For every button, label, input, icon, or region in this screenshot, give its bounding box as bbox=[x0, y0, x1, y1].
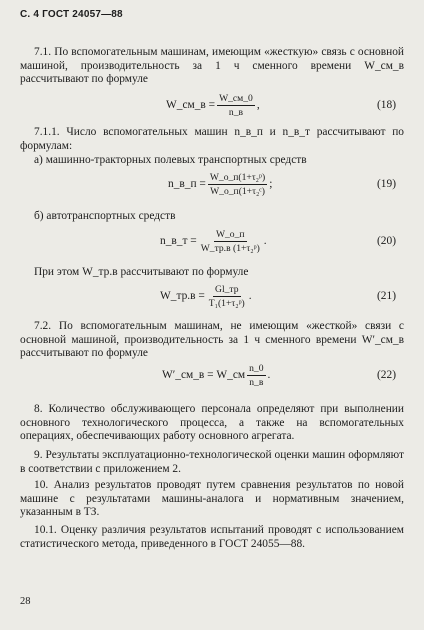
paragraph-pri-etom: При этом W_тр.в рассчитывают по формуле bbox=[34, 266, 249, 278]
formula-19-lhs: n_в_п = bbox=[168, 178, 206, 190]
formula-20-numerator: W_о_п bbox=[215, 228, 245, 240]
formula-21-numerator: Gl_тр bbox=[215, 283, 239, 295]
paragraph-7-1: 7.1. По вспомогательным машинам, имеющим «жесткую» связь с основной машиной, производительность за 1 ч сменного времени W_см_в рассчитывают по формуле bbox=[20, 46, 404, 86]
formula-20-lhs: n_в_т = bbox=[160, 235, 197, 247]
formula-18-tail: , bbox=[256, 99, 260, 111]
formula-22-fraction bbox=[247, 363, 265, 388]
formula-19-number: (19) bbox=[377, 178, 396, 190]
formula-20 bbox=[20, 228, 404, 254]
formula-20-fraction bbox=[199, 229, 262, 254]
formula-18-number: (18) bbox=[377, 99, 396, 111]
paragraph-b: б) автотранспортных средств bbox=[34, 210, 176, 222]
paragraph-7-1-1: 7.1.1. Число вспомогательных машин n_в_п и n_в_т рассчитывают по формулам: bbox=[20, 126, 404, 152]
paragraph-8: 8. Количество обслуживающего персонала определяют при выполнении основного технологического процесса, а также на вспомогательных операциях, обеспечивающих работу основного агрегата. bbox=[20, 403, 404, 443]
formula-19 bbox=[20, 171, 404, 197]
paragraph-10-1: 10.1. Оценку различия результатов испытаний проводят с использованием статистического метода, приведенного в ГОСТ 24055—88. bbox=[20, 524, 404, 550]
page-header: С. 4 ГОСТ 24057—88 bbox=[20, 9, 123, 20]
formula-20-denominator: W_тр.в (1+τ₂ᵖ) bbox=[200, 242, 260, 254]
formula-22-numerator: n_0 bbox=[249, 362, 264, 374]
formula-19-tail: ; bbox=[269, 178, 273, 190]
formula-19-fraction bbox=[208, 172, 267, 197]
formula-21-lhs: W_тр.в = bbox=[160, 290, 205, 302]
paragraph-a: а) машинно-тракторных полевых транспортных средств bbox=[34, 154, 307, 166]
formula-21 bbox=[20, 283, 404, 309]
formula-20-number: (20) bbox=[377, 235, 396, 247]
formula-21-tail: . bbox=[248, 290, 252, 302]
formula-18-fraction bbox=[217, 93, 255, 118]
formula-18-denominator: n_в bbox=[228, 106, 244, 118]
formula-18 bbox=[20, 92, 404, 118]
formula-20-tail: . bbox=[263, 235, 267, 247]
paragraph-9: 9. Результаты эксплуатационно-технологической оценки машин оформляют в соответствии с приложением 2. bbox=[20, 449, 404, 475]
page-number: 28 bbox=[20, 596, 31, 607]
formula-18-numerator: W_см_0 bbox=[219, 92, 253, 104]
formula-21-fraction bbox=[207, 284, 247, 309]
paragraph-10: 10. Анализ результатов проводят путем сравнения результатов по новой машине с результатами машины-аналога и нормативным значением, указанным в ТЗ. bbox=[20, 479, 404, 519]
formula-22-tail: . bbox=[267, 369, 271, 381]
formula-22-number: (22) bbox=[377, 369, 396, 381]
formula-22-lhs: W′_см_в = W_см bbox=[162, 369, 246, 381]
formula-21-denominator: T₁(1+τ₂ᵖ) bbox=[208, 297, 245, 309]
formula-22-denominator: n_в bbox=[249, 376, 264, 388]
formula-18-lhs: W_см_в = bbox=[166, 99, 216, 111]
formula-21-number: (21) bbox=[377, 290, 396, 302]
paragraph-7-2: 7.2. По вспомогательным машинам, не имеющим «жесткой» связи с основной машиной, производительность за 1 ч сменного времени W′_см_в рассчитывают по формуле bbox=[20, 320, 404, 360]
formula-22 bbox=[20, 362, 404, 388]
formula-19-numerator: W_о_п(1+τ₂ᵖ) bbox=[209, 171, 266, 183]
formula-19-denominator: W_о_п(1+τ₂ᶜ) bbox=[210, 185, 265, 197]
